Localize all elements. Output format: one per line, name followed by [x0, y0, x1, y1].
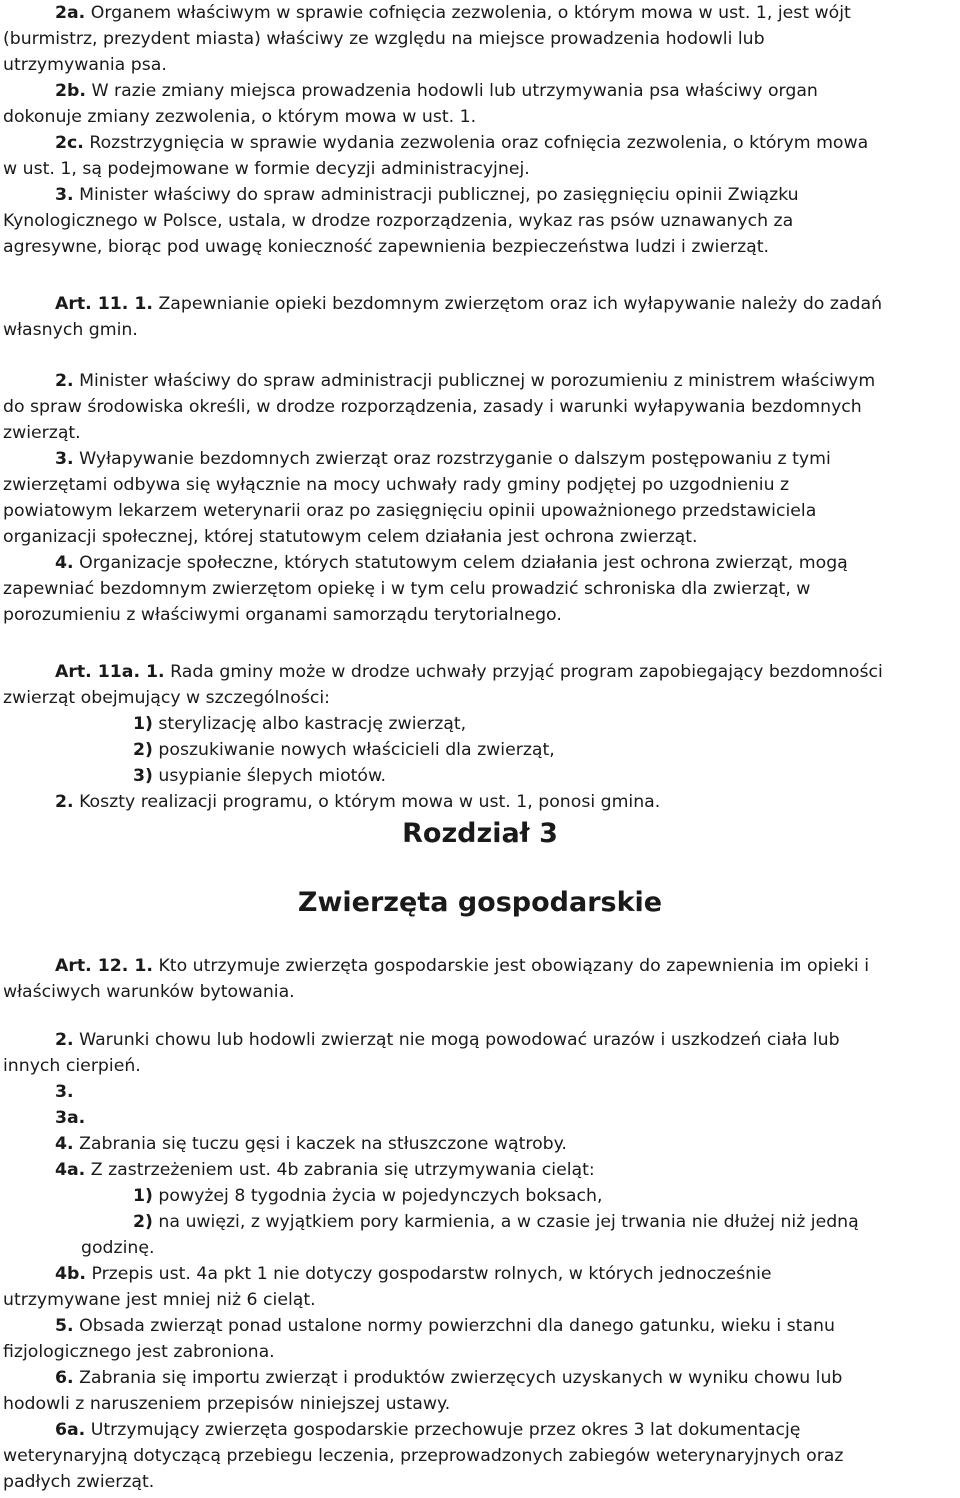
list-item-text: poszukiwanie nowych właścicieli dla zwierząt,	[152, 740, 555, 760]
paragraph-label: 4a.	[55, 1160, 86, 1180]
paragraph-text: Zabrania się importu zwierząt i produktów zwierzęcych uzyskanych w wyniku chowu lub	[73, 1368, 843, 1388]
paragraph-line	[3, 1391, 450, 1417]
paragraph-line	[3, 472, 789, 498]
paragraph-line	[55, 0, 851, 26]
paragraph-label: 4b.	[55, 1264, 86, 1284]
paragraph-line	[3, 1053, 141, 1079]
paragraph-line	[3, 104, 476, 130]
list-item-number: 1)	[133, 714, 153, 734]
paragraph-text: do spraw środowiska określi, w drodze rozporządzenia, zasady i warunki wyłapywania bezdomnych	[3, 397, 862, 417]
list-item-number: 2)	[133, 740, 153, 760]
paragraph-text: porozumieniu z właściwymi organami samorządu terytorialnego.	[3, 605, 562, 625]
paragraph-text: weterynaryjną dotyczącą przebiegu leczenia, przeprowadzonych zabiegów weterynaryjnych oraz	[3, 1446, 844, 1466]
paragraph-line	[3, 317, 138, 343]
article-label: Art. 11. 1.	[55, 294, 153, 314]
paragraph-label: 6.	[55, 1368, 74, 1388]
paragraph-line	[3, 394, 862, 420]
article-line	[55, 659, 883, 685]
paragraph-line	[55, 1157, 595, 1183]
paragraph-line	[55, 1027, 840, 1053]
paragraph-text: własnych gmin.	[3, 320, 138, 340]
paragraph-line	[55, 550, 848, 576]
article-label: Art. 11a. 1.	[55, 662, 165, 682]
paragraph-label: 2b.	[55, 81, 86, 101]
paragraph-text: zwierząt obejmujący w szczególności:	[3, 688, 330, 708]
paragraph-text: Organizacje społeczne, których statutowym celem działania jest ochrona zwierząt, mogą	[73, 553, 848, 573]
paragraph-text: Minister właściwy do spraw administracji publicznej w porozumieniu z ministrem właściwym	[73, 371, 876, 391]
paragraph-text: Organem właściwym w sprawie cofnięcia zezwolenia, o którym mowa w ust. 1, jest wójt	[85, 3, 851, 23]
paragraph-text: Minister właściwy do spraw administracji publicznej, po zasięgnięciu opinii Związku	[73, 185, 799, 205]
paragraph-text: innych cierpień.	[3, 1056, 141, 1076]
paragraph-label: 3.	[55, 1082, 74, 1102]
article-text: Zapewnianie opieki bezdomnym zwierzętom oraz ich wyłapywanie należy do zadań	[152, 294, 883, 314]
paragraph-line	[3, 208, 793, 234]
article-line	[55, 953, 869, 979]
list-item-text: usypianie ślepych miotów.	[152, 766, 387, 786]
paragraph-text: utrzymywane jest mniej niż 6 cieląt.	[3, 1290, 316, 1310]
paragraph-line	[55, 1261, 772, 1287]
paragraph-text: organizacji społecznej, której statutowym celem działania jest ochrona zwierząt.	[3, 527, 698, 547]
list-item	[133, 711, 466, 737]
paragraph-line	[55, 1105, 85, 1131]
paragraph-text: Utrzymujący zwierzęta gospodarskie przechowuje przez okres 3 lat dokumentację	[85, 1420, 801, 1440]
article-text: Rada gminy może w drodze uchwały przyjąć program zapobiegający bezdomności	[164, 662, 883, 682]
paragraph-label: 2a.	[55, 3, 86, 23]
paragraph-text: agresywne, biorąc pod uwagę konieczność zapewnienia bezpieczeństwa ludzi i zwierząt.	[3, 237, 770, 257]
paragraph-line	[55, 1365, 842, 1391]
paragraph-text: (burmistrz, prezydent miasta) właściwy ze względu na miejsce prowadzenia hodowli lub	[3, 29, 765, 49]
paragraph-label: 3a.	[55, 1108, 86, 1128]
paragraph-line	[55, 1079, 74, 1105]
paragraph-text: zapewniać bezdomnym zwierzętom opiekę i w tym celu prowadzić schroniska dla zwierząt, w	[3, 579, 811, 599]
paragraph-text: Koszty realizacji programu, o którym mowa w ust. 1, ponosi gmina.	[73, 792, 661, 812]
paragraph-text: dokonuje zmiany zezwolenia, o którym mowa w ust. 1.	[3, 107, 477, 127]
paragraph-text: Kynologicznego w Polsce, ustala, w drodze rozporządzenia, wykaz ras psów uznawanych za	[3, 211, 794, 231]
paragraph-label: 5.	[55, 1316, 74, 1336]
paragraph-text: Obsada zwierząt ponad ustalone normy powierzchni dla danego gatunku, wieku i stanu	[73, 1316, 835, 1336]
paragraph-line	[3, 576, 810, 602]
paragraph-text: Warunki chowu lub hodowli zwierząt nie mogą powodować urazów i uszkodzeń ciała lub	[73, 1030, 840, 1050]
paragraph-line	[3, 685, 330, 711]
paragraph-text: Wyłapywanie bezdomnych zwierząt oraz rozstrzyganie o dalszym postępowaniu z tymi	[73, 449, 831, 469]
paragraph-line	[3, 234, 769, 260]
list-item-continuation	[81, 1235, 154, 1261]
paragraph-line	[55, 182, 799, 208]
paragraph-text: zwierząt.	[3, 423, 81, 443]
paragraph-line	[55, 1313, 835, 1339]
paragraph-text: utrzymywania psa.	[3, 55, 167, 75]
paragraph-line	[55, 789, 660, 815]
chapter-title: Zwierzęta gospodarskie	[297, 887, 663, 918]
paragraph-line	[3, 979, 295, 1005]
paragraph-text: właściwych warunków bytowania.	[3, 982, 295, 1002]
paragraph-line	[3, 602, 562, 628]
paragraph-text: fizjologicznego jest zabroniona.	[3, 1342, 275, 1362]
paragraph-text: Zabrania się tuczu gęsi i kaczek na stłuszczone wątroby.	[73, 1134, 567, 1154]
article-text: Kto utrzymuje zwierzęta gospodarskie jest obowiązany do zapewnienia im opieki i	[152, 956, 870, 976]
paragraph-line	[3, 26, 765, 52]
paragraph-line	[55, 1131, 567, 1157]
paragraph-label: 2.	[55, 792, 74, 812]
list-item	[133, 763, 386, 789]
paragraph-text: Z zastrzeżeniem ust. 4b zabrania się utrzymywania cieląt:	[85, 1160, 595, 1180]
list-item	[133, 1183, 602, 1209]
article-label: Art. 12. 1.	[55, 956, 153, 976]
paragraph-line	[55, 130, 868, 156]
list-item-number: 2)	[133, 1212, 153, 1232]
paragraph-label: 3.	[55, 185, 74, 205]
chapter-heading: Rozdział 3	[402, 818, 558, 849]
list-item-number: 3)	[133, 766, 153, 786]
paragraph-label: 6a.	[55, 1420, 86, 1440]
paragraph-line	[55, 1417, 800, 1443]
paragraph-text: powiatowym lekarzem weterynarii oraz po zasięgnięciu opinii upoważnionego przedstawiciela	[3, 501, 817, 521]
list-item-text: sterylizację albo kastrację zwierząt,	[152, 714, 467, 734]
paragraph-text: hodowli z naruszeniem przepisów niniejszej ustawy.	[3, 1394, 451, 1414]
paragraph-line	[55, 78, 818, 104]
list-item-text: powyżej 8 tygodnia życia w pojedynczych boksach,	[152, 1186, 603, 1206]
list-item	[133, 1209, 859, 1235]
paragraph-line	[55, 368, 875, 394]
article-line	[55, 291, 882, 317]
paragraph-line	[3, 1287, 316, 1313]
list-item	[133, 737, 555, 763]
paragraph-text: W razie zmiany miejsca prowadzenia hodowli lub utrzymywania psa właściwy organ	[85, 81, 818, 101]
paragraph-label: 2c.	[55, 133, 84, 153]
paragraph-text: zwierzętami odbywa się wyłącznie na mocy uchwały rady gminy podjętej po uzgodnieniu z	[3, 475, 790, 495]
paragraph-label: 2.	[55, 1030, 74, 1050]
paragraph-label: 2.	[55, 371, 74, 391]
list-item-number: 1)	[133, 1186, 153, 1206]
paragraph-line	[3, 524, 698, 550]
paragraph-label: 4.	[55, 1134, 74, 1154]
paragraph-label: 4.	[55, 553, 74, 573]
paragraph-line	[3, 1443, 843, 1469]
paragraph-text: Rozstrzygnięcia w sprawie wydania zezwolenia oraz cofnięcia zezwolenia, o którym mowa	[83, 133, 869, 153]
paragraph-line	[3, 420, 81, 446]
paragraph-line	[3, 498, 816, 524]
paragraph-line	[3, 156, 530, 182]
list-item-text: na uwięzi, z wyjątkiem pory karmienia, a w czasie jej trwania nie dłużej niż jedną	[152, 1212, 859, 1232]
paragraph-text: godzinę.	[81, 1238, 155, 1258]
paragraph-text: padłych zwierząt.	[3, 1472, 155, 1492]
paragraph-line	[3, 52, 167, 78]
paragraph-line	[3, 1469, 154, 1495]
paragraph-text: Przepis ust. 4a pkt 1 nie dotyczy gospodarstw rolnych, w których jednocześnie	[85, 1264, 772, 1284]
paragraph-text: w ust. 1, są podejmowane w formie decyzji administracyjnej.	[3, 159, 530, 179]
paragraph-line	[3, 1339, 275, 1365]
paragraph-label: 3.	[55, 449, 74, 469]
paragraph-line	[55, 446, 831, 472]
